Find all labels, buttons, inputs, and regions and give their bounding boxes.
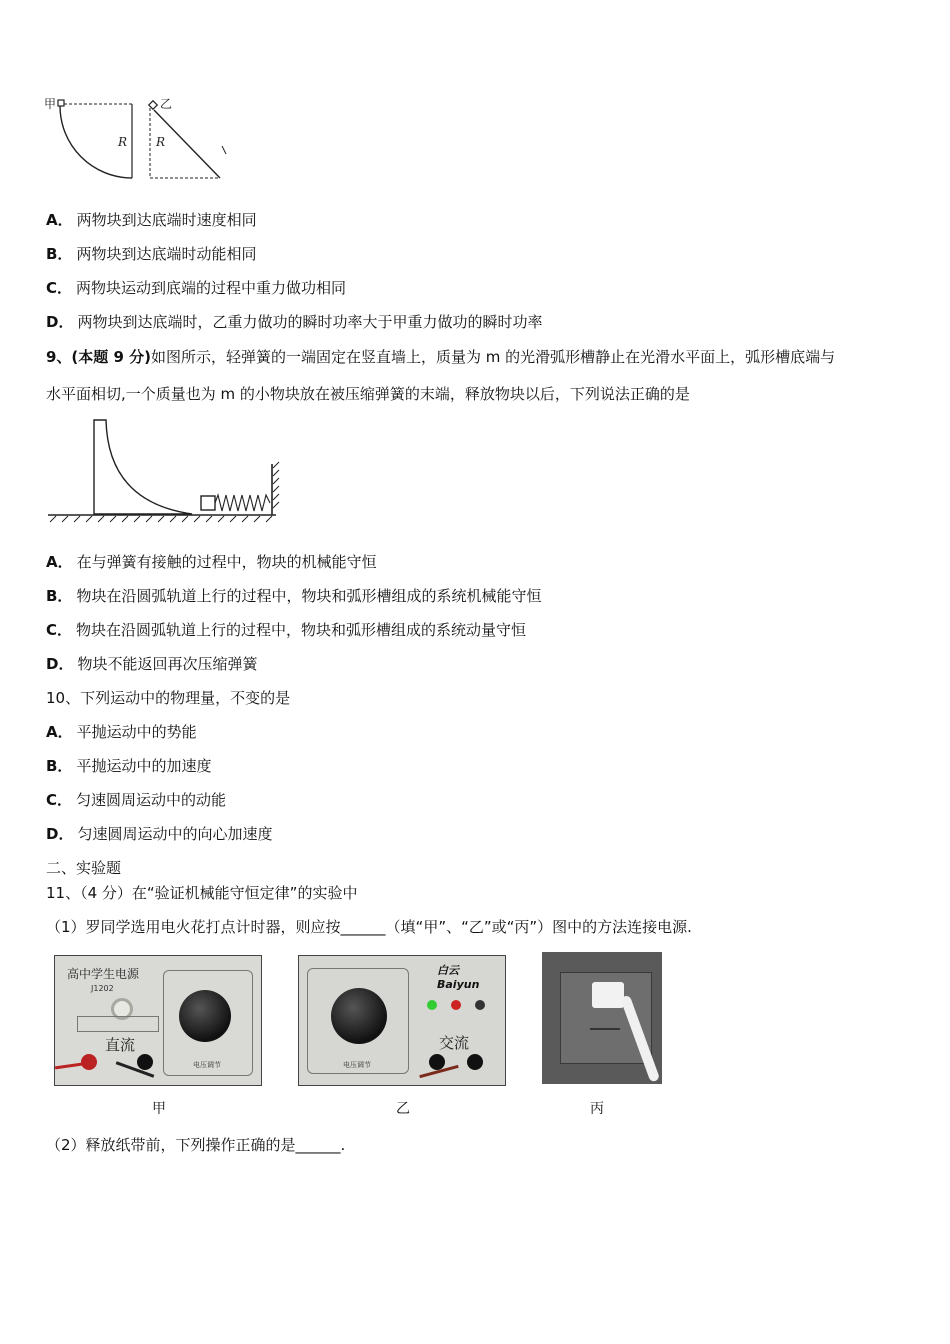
stray-mark [222, 146, 226, 154]
photo-jia-title: 高中学生电源 [67, 967, 140, 981]
q9-option-b: B． 物块在沿圆弧轨道上行的过程中，物块和弧形槽组成的系统机械能守恒 [46, 587, 542, 605]
terminal-black-1 [429, 1054, 445, 1070]
indicator-red [451, 1000, 461, 1010]
q10-option-b: B． 平抛运动中的加速度 [46, 757, 212, 775]
photo-jia-dc-label: 直流 [105, 1036, 136, 1054]
caption-jia: 甲 [152, 1101, 166, 1117]
panel-box-left [77, 1016, 159, 1032]
q10-option-d: D． 匀速圆周运动中的向心加速度 [46, 825, 273, 843]
q10-stem: 10、下列运动中的物理量，不变的是 [46, 689, 291, 707]
fig8-label-jia: 甲 [44, 97, 57, 111]
q8-option-a: A． 两物块到达底端时速度相同 [46, 211, 257, 229]
q9-option-d: D． 物块不能返回再次压缩弹簧 [46, 655, 258, 673]
spring [215, 495, 270, 511]
caption-bing: 丙 [590, 1101, 604, 1117]
q9-option-c: C． 物块在沿圆弧轨道上行的过程中，物块和弧形槽组成的系统动量守恒 [46, 621, 527, 639]
indicator-green [427, 1000, 437, 1010]
q9-stem-line1: 9、(本题 9 分)如图所示，轻弹簧的一端固定在竖直墙上，质量为 m 的光滑弧形槽静止在光滑水平面上，弧形槽底端与 [46, 348, 836, 366]
small-block [201, 496, 215, 510]
q9-figure [44, 416, 284, 524]
fig8-label-yi: 乙 [160, 97, 173, 111]
q8-figure [40, 92, 240, 187]
q8-option-b: B． 两物块到达底端时动能相同 [46, 245, 257, 263]
fig8-r2: R [156, 135, 166, 149]
arc-groove [94, 420, 192, 514]
plug [592, 982, 624, 1008]
block-yi [149, 101, 157, 109]
photo-yi-ac-supply [298, 955, 506, 1086]
q10-option-a: A． 平抛运动中的势能 [46, 723, 197, 741]
q11-part1: （1）罗同学选用电火花打点计时器，则应按______（填“甲”、“乙”或“丙”）图中的方法连接电源. [46, 918, 692, 936]
terminal-black-2 [467, 1054, 483, 1070]
q8-option-c: C． 两物块运动到底端的过程中重力做功相同 [46, 279, 347, 297]
voltage-knob-yi [331, 988, 387, 1044]
photo-jia-dc-supply [54, 955, 262, 1086]
socket-holes [590, 1028, 620, 1044]
q8-option-d: D． 两物块到达底端时，乙重力做功的瞬时功率大于甲重力做功的瞬时功率 [46, 313, 543, 331]
wall-hatching [273, 462, 279, 508]
voltage-knob [179, 990, 231, 1042]
indicator-dark [475, 1000, 485, 1010]
caption-yi: 乙 [396, 1101, 410, 1117]
ground-hatching [50, 516, 272, 522]
section-title: 二、实验题 [46, 859, 122, 877]
photo-jia-sub-label: 电压调节 [193, 1061, 221, 1069]
photo-yi-brand: 白云 Baiyun [437, 964, 480, 991]
q11-part2: （2）释放纸带前，下列操作正确的是______. [46, 1136, 346, 1154]
photo-yi-ac-label: 交流 [439, 1034, 470, 1052]
fig8-r1: R [118, 135, 128, 149]
terminal-black [137, 1054, 153, 1070]
q9-option-a: A． 在与弹簧有接触的过程中，物块的机械能守恒 [46, 553, 377, 571]
q11-stem: 11、（4 分）在“验证机械能守恒定律”的实验中 [46, 884, 358, 902]
block-jia [58, 100, 64, 106]
photo-bing-wall-socket [542, 952, 662, 1084]
photo-yi-sub-label: 电压调节 [343, 1061, 371, 1069]
q9-stem-line2: 水平面相切,一个质量也为 m 的小物块放在被压缩弹簧的末端，释放物块以后，下列说法正确的是 [46, 385, 690, 403]
q10-option-c: C． 匀速圆周运动中的动能 [46, 791, 227, 809]
photo-jia-model: J1202 [91, 984, 114, 993]
